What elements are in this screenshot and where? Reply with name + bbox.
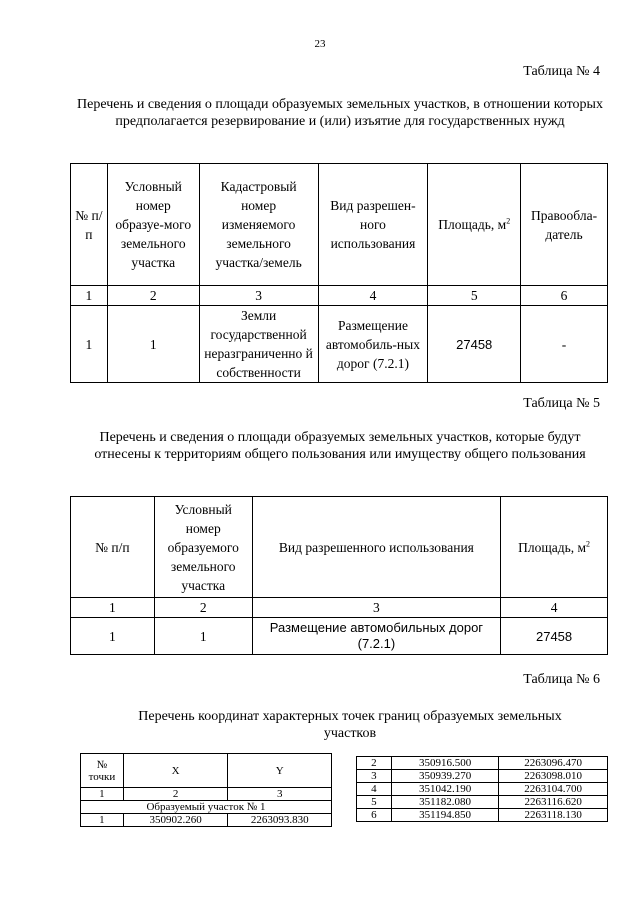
table4-header-cad: Кадастровый номер изменяемого земельного участка/земель xyxy=(199,164,318,286)
table6-label: Таблица № 6 xyxy=(523,672,600,687)
table4-header-owner: Правообла-датель xyxy=(521,164,608,286)
table4-colnum: 2 xyxy=(107,286,199,306)
table4-colnum: 6 xyxy=(521,286,608,306)
table6-cell-y: 2263096.470 xyxy=(499,757,608,770)
table4-colnum: 1 xyxy=(71,286,108,306)
table5-cell-cond: 1 xyxy=(154,618,252,655)
table6-cell-x: 351182.080 xyxy=(391,796,499,809)
table5-header-area: Площадь, $м^2$ xyxy=(501,497,608,598)
table6-header-num: № точки xyxy=(81,754,124,788)
table6-colnum-row xyxy=(81,788,332,801)
table5-colnum: 2 xyxy=(154,598,252,618)
table6-cell-y: 2263093.830 xyxy=(228,814,332,827)
table6-left xyxy=(80,753,332,827)
table4-header-row xyxy=(71,164,608,286)
table6-cell-n: 6 xyxy=(357,809,392,822)
table4-caption: Перечень и сведения о площади образуемых земельных участков, в отношении которых предполагается резервирование и (или) изъятие для государственных нужд xyxy=(77,97,603,129)
table-row xyxy=(357,809,608,822)
table5-colnum-row xyxy=(71,598,608,618)
table6-caption: Перечень координат характерных точек границ образуемых земельных участков xyxy=(138,709,562,741)
table4-header-area: Площадь, $м^2$ xyxy=(428,164,521,286)
table5-header-vid: Вид разрешенного использования xyxy=(252,497,500,598)
table4-cell-cond: 1 xyxy=(107,306,199,383)
table4-cell-vid: Размещение автомобиль-ных дорог (7.2.1) xyxy=(318,306,428,383)
table6-cell-x: 350902.260 xyxy=(123,814,228,827)
table4-cell-num: 1 xyxy=(71,306,108,383)
table5 xyxy=(70,496,608,655)
table6-cell-n: 1 xyxy=(81,814,124,827)
table5-label: Таблица № 5 xyxy=(523,396,600,411)
table-row xyxy=(357,770,608,783)
table5-header-row xyxy=(71,497,608,598)
table6-header-x: X xyxy=(123,754,228,788)
table6-cell-x: 350916.500 xyxy=(391,757,499,770)
table-row xyxy=(71,618,608,655)
table6-colnum: 2 xyxy=(123,788,228,801)
table4-colnum: 4 xyxy=(318,286,428,306)
table6-cell-n: 4 xyxy=(357,783,392,796)
table6-cell-y: 2263118.130 xyxy=(499,809,608,822)
table6-cell-y: 2263098.010 xyxy=(499,770,608,783)
table4-cell-cad: Земли государственной неразграниченно й собственности xyxy=(199,306,318,383)
table4-label: Таблица № 4 xyxy=(523,64,600,79)
page-number: 23 xyxy=(314,38,326,50)
table6-cell-x: 351194.850 xyxy=(391,809,499,822)
table6-header-y: Y xyxy=(228,754,332,788)
table4-header-vid: Вид разрешен-ного использования xyxy=(318,164,428,286)
table-row xyxy=(81,814,332,827)
table5-colnum: 4 xyxy=(501,598,608,618)
table4-colnum: 5 xyxy=(428,286,521,306)
table-row xyxy=(357,783,608,796)
table6-cell-x: 350939.270 xyxy=(391,770,499,783)
table5-colnum: 3 xyxy=(252,598,500,618)
table5-header-num: № п/п xyxy=(71,497,155,598)
table6-colnum: 3 xyxy=(228,788,332,801)
table4-header-num: № п/п xyxy=(71,164,108,286)
table6-section-row xyxy=(81,801,332,814)
table-row xyxy=(357,757,608,770)
table6-cell-n: 3 xyxy=(357,770,392,783)
table5-cell-vid: Размещение автомобильных дорог (7.2.1) xyxy=(252,618,500,655)
table5-header-cond: Условный номер образуемого земельного участка xyxy=(154,497,252,598)
table5-colnum: 1 xyxy=(71,598,155,618)
table-row xyxy=(71,306,608,383)
table4-header-cond: Условный номер образуе-мого земельного участка xyxy=(107,164,199,286)
table6-cell-n: 5 xyxy=(357,796,392,809)
table5-caption: Перечень и сведения о площади образуемых земельных участков, которые будут отнесены к территориям общего пользования или имуществу общего пользования xyxy=(94,430,586,462)
table5-cell-area: 27458 xyxy=(501,618,608,655)
table6-cell-n: 2 xyxy=(357,757,392,770)
table6-section: Образуемый участок № 1 xyxy=(81,801,332,814)
table6-cell-y: 2263104.700 xyxy=(499,783,608,796)
table6-header-row xyxy=(81,754,332,788)
table4-cell-owner: - xyxy=(521,306,608,383)
table6-right xyxy=(356,756,608,822)
table4-colnum-row xyxy=(71,286,608,306)
table-row xyxy=(357,796,608,809)
table4 xyxy=(70,163,608,383)
table6-colnum: 1 xyxy=(81,788,124,801)
table6-cell-y: 2263116.620 xyxy=(499,796,608,809)
table5-cell-num: 1 xyxy=(71,618,155,655)
table4-colnum: 3 xyxy=(199,286,318,306)
table4-cell-area: 27458 xyxy=(428,306,521,383)
table6-cell-x: 351042.190 xyxy=(391,783,499,796)
